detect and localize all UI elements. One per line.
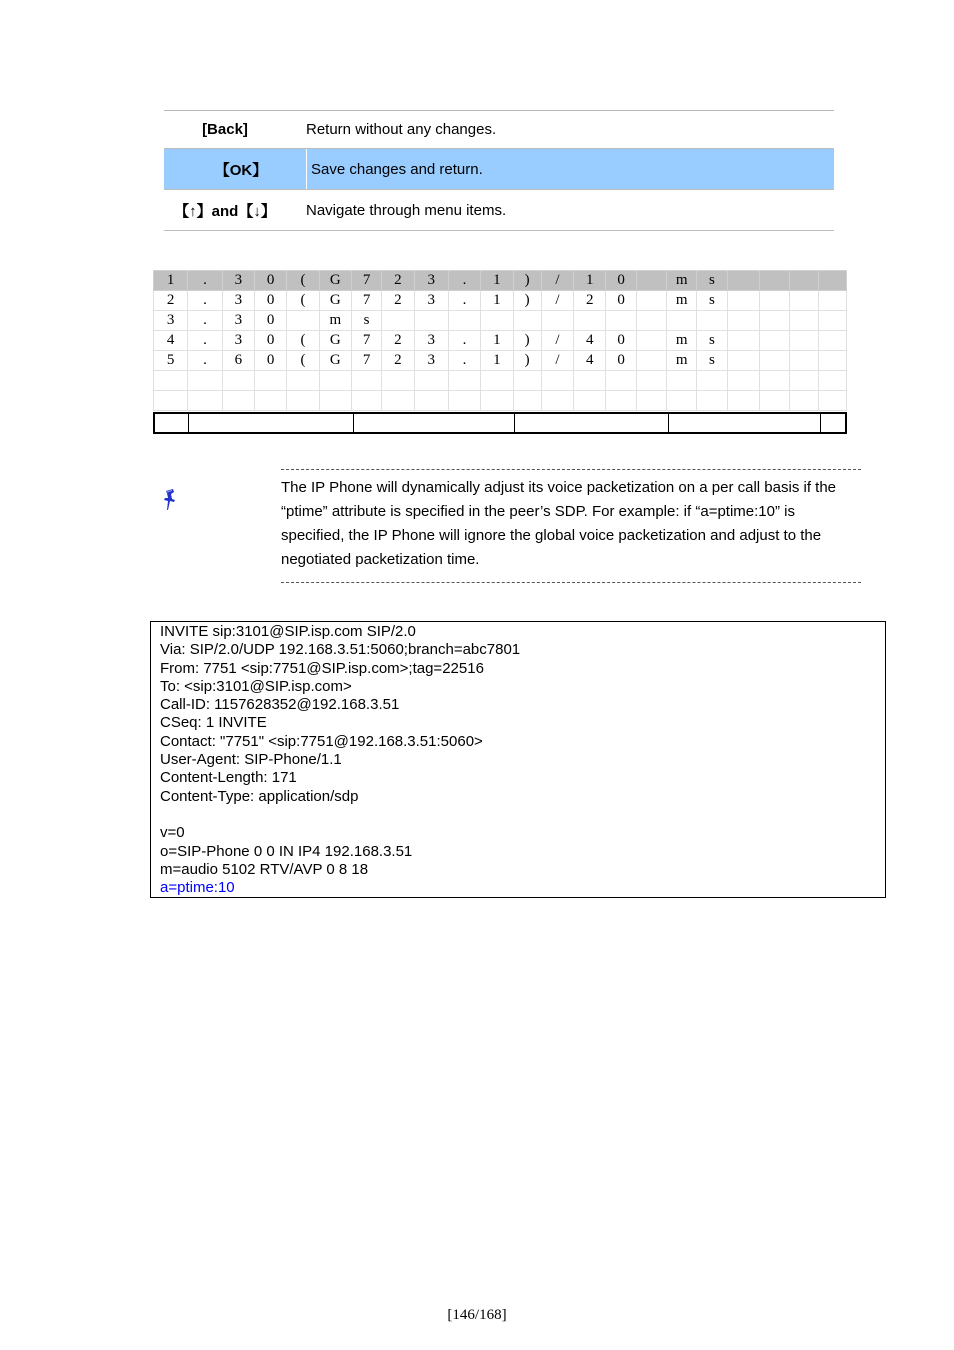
packetization-grid (153, 270, 847, 411)
table-cell: 2 (382, 271, 414, 291)
table-cell (513, 311, 541, 331)
table-row (154, 271, 847, 291)
table-cell: m (319, 311, 351, 331)
table-cell: 3 (414, 331, 448, 351)
table-row (154, 351, 847, 371)
sip-line: To: <sip:3101@SIP.isp.com> (160, 677, 352, 695)
table-cell: . (188, 351, 222, 371)
sip-line: From: 7751 <sip:7751@SIP.isp.com>;tag=22516 (160, 659, 484, 677)
table-cell: 0 (606, 271, 636, 291)
page-number: [146/168] (447, 1307, 507, 1323)
footer-cell (189, 414, 354, 432)
table-cell (759, 291, 789, 311)
sip-line: User-Agent: SIP-Phone/1.1 (160, 751, 342, 769)
footer-cell (155, 414, 189, 432)
table-cell (319, 391, 351, 411)
table-row (154, 291, 847, 311)
table-cell: / (541, 271, 573, 291)
table-cell: 7 (351, 271, 381, 291)
table-cell (541, 391, 573, 411)
table-cell: ) (513, 351, 541, 371)
table-cell: 3 (222, 271, 254, 291)
table-cell (351, 391, 381, 411)
key-label: 【OK】 (214, 161, 268, 179)
table-cell: ) (513, 331, 541, 351)
table-cell: 1 (481, 351, 513, 371)
table-cell: . (448, 271, 480, 291)
table-cell: 7 (351, 291, 381, 311)
sip-line: Call-ID: 1157628352@192.168.3.51 (160, 696, 400, 714)
table-cell (727, 291, 759, 311)
sip-line: Content-Length: 171 (160, 769, 297, 787)
table-cell (697, 371, 727, 391)
table-cell (154, 371, 188, 391)
table-cell: 1 (574, 271, 606, 291)
table-cell (790, 271, 818, 291)
table-cell (697, 391, 727, 411)
table-cell (818, 291, 847, 311)
table-cell (727, 351, 759, 371)
table-cell (818, 331, 847, 351)
table-cell (727, 391, 759, 411)
table-cell (759, 371, 789, 391)
table-cell: 1 (154, 271, 188, 291)
table-cell: 2 (382, 291, 414, 311)
table-cell (481, 371, 513, 391)
table-cell: s (697, 331, 727, 351)
table-cell: 2 (574, 291, 606, 311)
table-cell: 1 (481, 331, 513, 351)
table-cell (727, 311, 759, 331)
table-cell (790, 371, 818, 391)
key-table (164, 110, 834, 231)
table-cell (606, 391, 636, 411)
table-cell (541, 371, 573, 391)
table-cell: 0 (606, 291, 636, 311)
table-cell (667, 391, 697, 411)
table-cell: . (448, 351, 480, 371)
table-cell: ( (287, 291, 319, 311)
table-cell: 3 (154, 311, 188, 331)
table-cell (448, 391, 480, 411)
table-cell (414, 311, 448, 331)
table-cell: 0 (255, 331, 287, 351)
sip-line: Content-Type: application/sdp (160, 787, 359, 805)
table-cell (790, 351, 818, 371)
table-cell: m (667, 331, 697, 351)
sip-line: m=audio 5102 RTV/AVP 0 8 18 (160, 860, 369, 878)
sip-line (160, 806, 885, 824)
table-cell: 3 (222, 331, 254, 351)
table-cell (222, 391, 254, 411)
table-cell (414, 391, 448, 411)
table-cell (790, 331, 818, 351)
table-cell (636, 371, 666, 391)
table-cell: 4 (154, 331, 188, 351)
table-cell (790, 291, 818, 311)
table-cell (818, 351, 847, 371)
sip-line: INVITE sip:3101@SIP.isp.com SIP/2.0 (160, 623, 416, 640)
table-cell (287, 311, 319, 331)
table-cell: ) (513, 271, 541, 291)
table-cell: 0 (255, 351, 287, 371)
table-cell: 4 (574, 351, 606, 371)
table-cell (481, 311, 513, 331)
sip-line: Via: SIP/2.0/UDP 192.168.3.51:5060;branch=abc7801 (160, 641, 521, 659)
table-cell (382, 371, 414, 391)
sip-line: CSeq: 1 INVITE (160, 714, 267, 732)
table-cell (287, 391, 319, 411)
table-cell (255, 391, 287, 411)
table-cell: m (667, 351, 697, 371)
sip-line: Contact: "7751" <sip:7751@192.168.3.51:5060> (160, 732, 483, 750)
table-cell: . (188, 291, 222, 311)
key-description: Save changes and return. (306, 149, 834, 189)
table-cell (727, 271, 759, 291)
table-cell (574, 391, 606, 411)
table-cell (606, 371, 636, 391)
table-cell (222, 371, 254, 391)
key-label: 【↑】and【↓】 (174, 202, 276, 220)
table-cell (287, 371, 319, 391)
table-cell: m (667, 291, 697, 311)
table-cell: 3 (414, 351, 448, 371)
key-description: Return without any changes. (306, 121, 497, 138)
table-cell (481, 391, 513, 411)
table-cell: / (541, 291, 573, 311)
table-cell: ( (287, 271, 319, 291)
table-cell: G (319, 291, 351, 311)
table-cell: 6 (222, 351, 254, 371)
table-cell: 3 (414, 291, 448, 311)
table-cell: G (319, 351, 351, 371)
table-cell: / (541, 331, 573, 351)
table-cell: . (188, 271, 222, 291)
table-footer-row (153, 412, 847, 434)
table-cell (667, 371, 697, 391)
table-cell (513, 391, 541, 411)
table-cell: 3 (414, 271, 448, 291)
table-cell: 0 (255, 311, 287, 331)
table-cell (636, 271, 666, 291)
table-cell (606, 311, 636, 331)
table-cell: G (319, 331, 351, 351)
table-cell (759, 351, 789, 371)
footer-cell (821, 414, 845, 432)
table-cell (188, 371, 222, 391)
table-cell (790, 311, 818, 331)
table-cell (759, 311, 789, 331)
table-cell (319, 371, 351, 391)
table-cell: s (697, 291, 727, 311)
table-cell: 5 (154, 351, 188, 371)
table-cell: 7 (351, 351, 381, 371)
table-cell (448, 311, 480, 331)
table-cell: / (541, 351, 573, 371)
table-cell (667, 311, 697, 331)
table-cell (759, 271, 789, 291)
table-cell: 4 (574, 331, 606, 351)
key-description: Navigate through menu items. (306, 201, 507, 219)
table-row (154, 371, 847, 391)
footer-cell (669, 414, 821, 432)
table-cell: 1 (481, 271, 513, 291)
table-cell (414, 371, 448, 391)
table-cell: ) (513, 291, 541, 311)
table-cell (448, 371, 480, 391)
table-cell: . (448, 331, 480, 351)
sip-line-ptime: a=ptime:10 (160, 879, 235, 897)
key-row-ok (164, 149, 834, 190)
sip-line: v=0 (160, 824, 185, 842)
table-cell (759, 331, 789, 351)
table-cell: G (319, 271, 351, 291)
footer-cell (354, 414, 515, 432)
table-cell: s (697, 351, 727, 371)
table-cell: 7 (351, 331, 381, 351)
table-cell: 2 (382, 351, 414, 371)
table-cell (513, 371, 541, 391)
key-row-back (164, 111, 834, 149)
table-cell (255, 371, 287, 391)
table-cell: . (188, 331, 222, 351)
table-cell: 2 (154, 291, 188, 311)
table-cell: ( (287, 351, 319, 371)
table-cell: 1 (481, 291, 513, 311)
table-cell: ( (287, 331, 319, 351)
table-cell: s (697, 271, 727, 291)
table-cell (818, 391, 847, 411)
table-cell (188, 391, 222, 411)
note-box (281, 469, 861, 583)
table-cell: 0 (606, 331, 636, 351)
table-cell (697, 311, 727, 331)
note-text: The IP Phone will dynamically adjust its voice packetization on a per call basis if the “ptime” attribute is specified in the peer’s SDP. For example: if “a=ptime:10” is specified, the IP Phone will ignore the global voice packetization and adjust to the negotiated packetization time. (281, 479, 837, 568)
table-cell (636, 351, 666, 371)
table-cell (790, 391, 818, 411)
table-cell (574, 311, 606, 331)
table-cell (382, 391, 414, 411)
pushpin-icon (162, 488, 180, 512)
table-cell: m (667, 271, 697, 291)
table-cell: 0 (255, 291, 287, 311)
table-cell (636, 311, 666, 331)
table-cell (541, 311, 573, 331)
table-cell (636, 331, 666, 351)
table-cell (382, 311, 414, 331)
table-cell (727, 331, 759, 351)
table-row (154, 311, 847, 331)
sip-line: o=SIP-Phone 0 0 IN IP4 192.168.3.51 (160, 842, 413, 860)
table-cell (351, 371, 381, 391)
table-cell: . (448, 291, 480, 311)
table-cell (759, 391, 789, 411)
table-cell (818, 311, 847, 331)
table-cell: 2 (382, 331, 414, 351)
table-cell: 0 (606, 351, 636, 371)
table-cell (727, 371, 759, 391)
table-cell: 0 (255, 271, 287, 291)
table-cell (574, 371, 606, 391)
table-cell: s (351, 311, 381, 331)
table-cell (818, 271, 847, 291)
key-label: [Back] (202, 121, 248, 138)
table-row (154, 391, 847, 411)
table-cell (636, 391, 666, 411)
table-cell (154, 391, 188, 411)
footer-cell (515, 414, 669, 432)
table-cell: 3 (222, 291, 254, 311)
sip-message-box (150, 621, 886, 898)
key-row-arrows (164, 190, 834, 231)
table-cell: . (188, 311, 222, 331)
table-row (154, 331, 847, 351)
packetization-table (153, 270, 847, 434)
table-cell: 3 (222, 311, 254, 331)
table-cell (818, 371, 847, 391)
table-cell (636, 291, 666, 311)
